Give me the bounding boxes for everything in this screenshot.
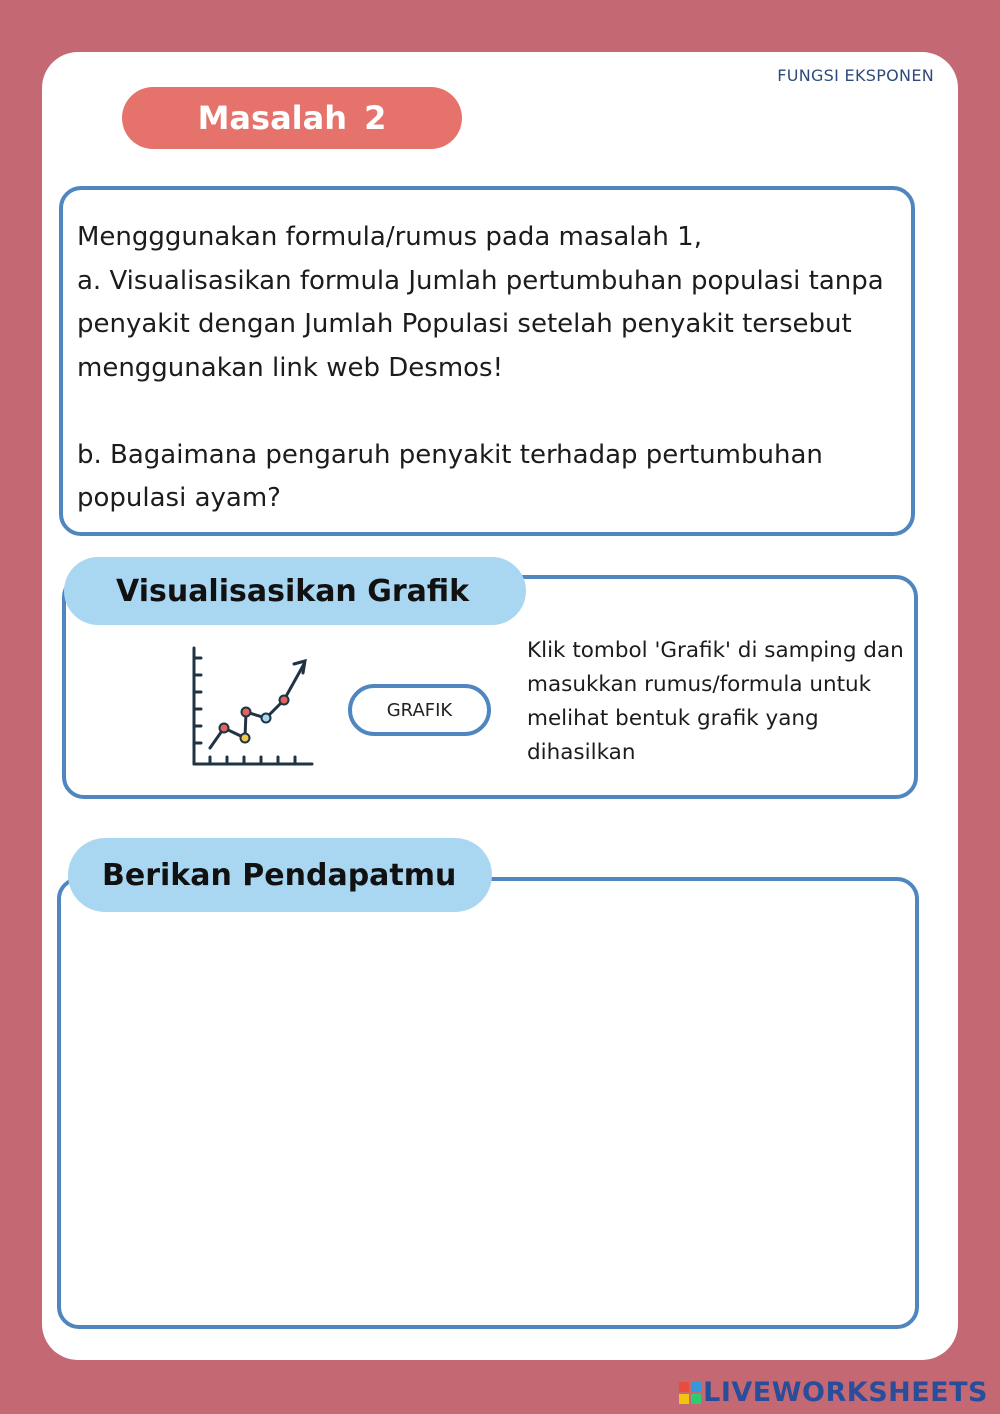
worksheet-page — [42, 52, 958, 1360]
topic-label: FUNGSI EKSPONEN — [777, 66, 934, 85]
brand-label: LIVEWORKSHEETS — [703, 1377, 988, 1408]
opinion-answer-input[interactable] — [72, 928, 906, 1318]
liveworksheets-brand — [679, 1377, 988, 1408]
grafik-button[interactable]: GRAFIK — [348, 684, 491, 736]
problem-title: Masalah 2 — [122, 87, 462, 149]
graph-instruction: Klik tombol 'Grafik' di samping dan masukkan rumus/formula untuk melihat bentuk grafik yang dihasilkan — [527, 638, 904, 765]
problem-statement: Mengggunakan formula/rumus pada masalah 1, a. Visualisasikan formula Jumlah pertumbuhan populasi tanpa penyakit dengan Jumlah Populasi setelah penyakit tersebut menggunakan link web Desmos! b. Bagaimana pengaruh penyakit terhadap pertumbuhan populasi ayam? — [59, 186, 915, 536]
visualization-heading: Visualisasikan Grafik — [64, 557, 526, 625]
liveworksheets-logo-icon — [679, 1382, 701, 1404]
opinion-heading: Berikan Pendapatmu — [68, 838, 492, 912]
line-chart-icon — [188, 644, 318, 768]
